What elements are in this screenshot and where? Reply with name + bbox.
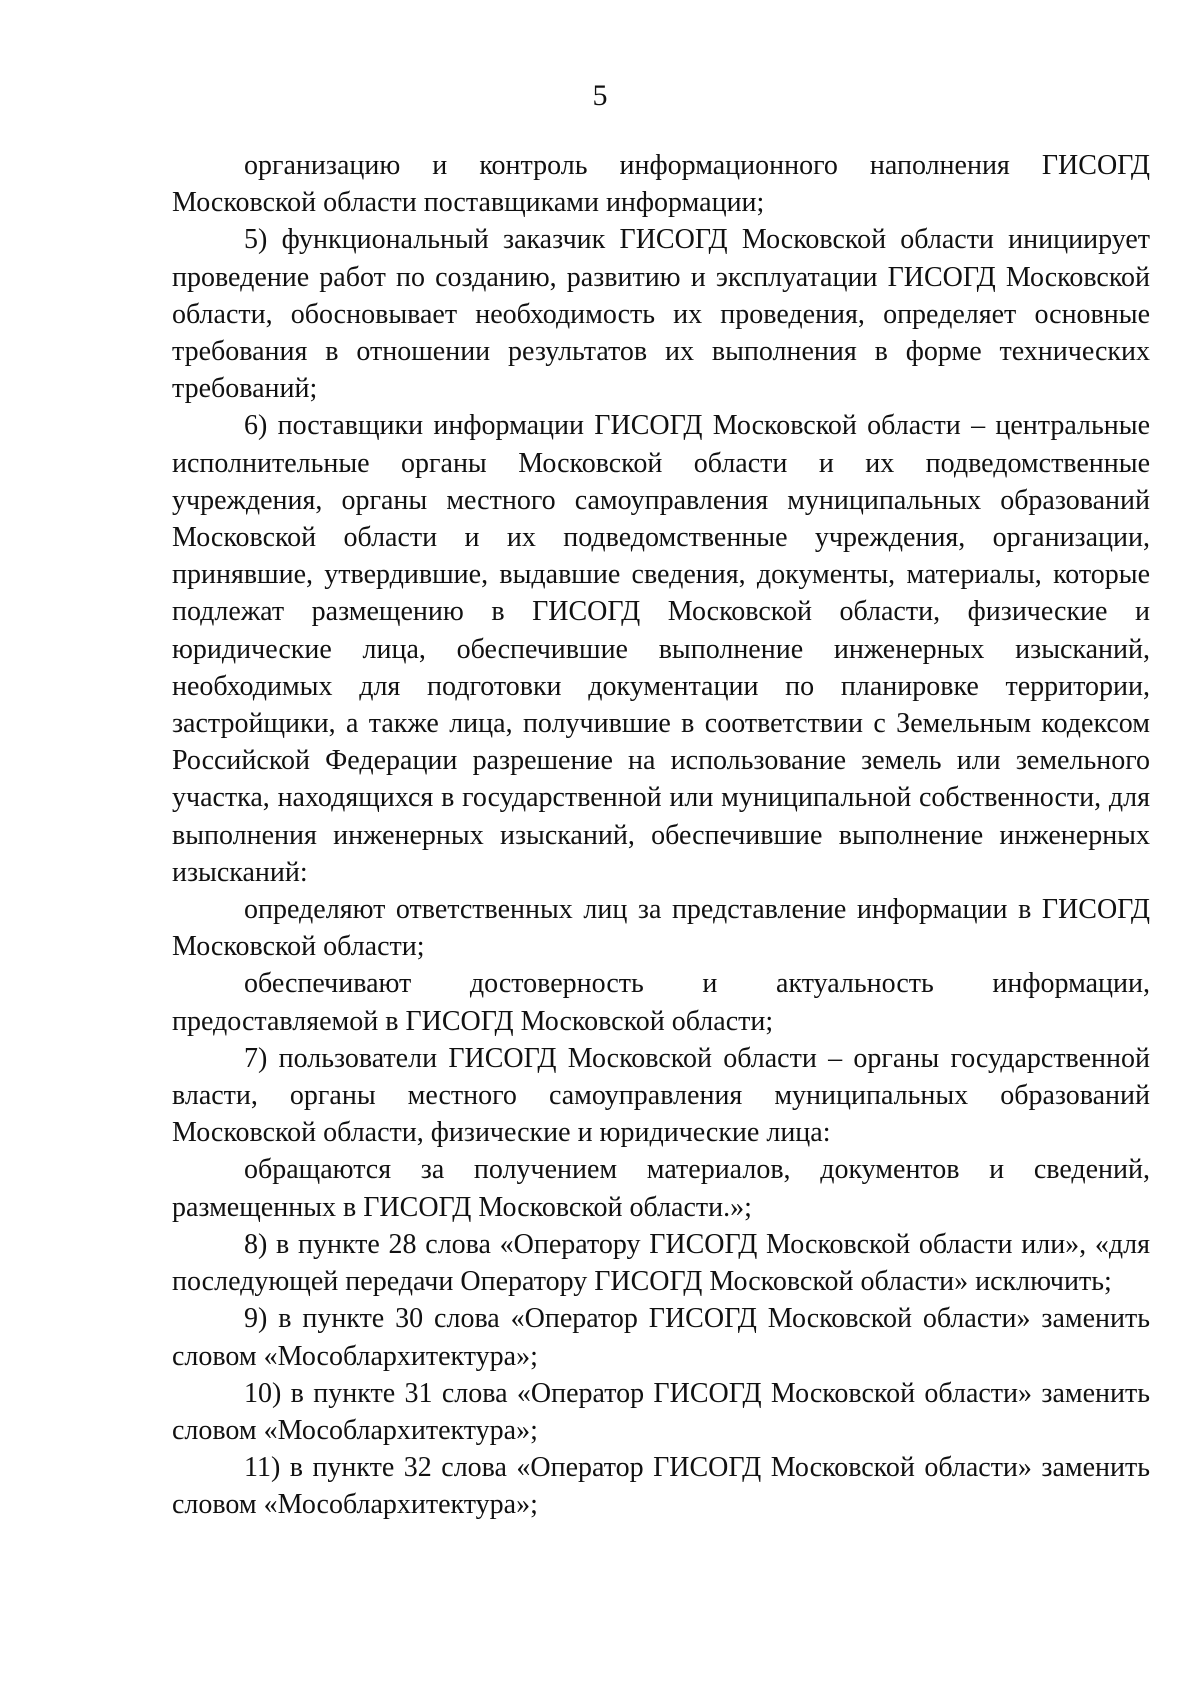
paragraph-item-8: 8) в пункте 28 слова «Оператору ГИСОГД Московской области или», «для последующей передачи Оператору ГИСОГД Московской области» исключить; [172,1228,1150,1298]
paragraph-continuation: организацию и контроль информационного наполнения ГИСОГД Московской области поставщиками информации; [172,150,1150,219]
paragraph-item-5: 5) функциональный заказчик ГИСОГД Московской области инициирует проведение работ по созданию, развитию и эксплуатации ГИСОГД Московской области, обосновывает необходимость их проведения, определяет основные требования в отношении результатов их выполнения в форме технических требований; [172,224,1150,405]
paragraph-item-9: 9) в пункте 30 слова «Оператор ГИСОГД Московской области» заменить словом «Мособлархитектура»; [172,1303,1150,1372]
page-number: 5 [592,79,608,112]
paragraph-item-6-duty-2: обеспечивают достоверность и актуальность информации, предоставляемой в ГИСОГД Московской области; [172,968,1150,1037]
paragraph-item-7: 7) пользователи ГИСОГД Московской области – органы государственной власти, органы местного самоуправления муниципальных образований Московской области, физические и юридические лица: [172,1042,1150,1149]
paragraph-item-10: 10) в пункте 31 слова «Оператор ГИСОГД Московской области» заменить словом «Мособлархитектура»; [172,1377,1150,1446]
paragraph-item-6: 6) поставщики информации ГИСОГД Московской области – центральные исполнительные органы Московской области и их подведомственные учреждения, органы местного самоуправления муниципальных образований Московской области и их подведомственные учреждения, организации, принявшие, утвердившие, выдавшие сведения, документы, материалы, которые подлежат размещению в ГИСОГД Московской области, физические и юридические лица, обеспечившие выполнение инженерных изысканий, необходимых для подготовки документации по планировке территории, застройщики, а также лица, получившие в соответствии с Земельным кодексом Российской Федерации разрешение на использование земель или земельного участка, находящихся в государственной или муниципальной собственности, для выполнения инженерных изысканий, обеспечившие выполнение инженерных изысканий: [172,410,1150,888]
paragraph-item-7-duty: обращаются за получением материалов, документов и сведений, размещенных в ГИСОГД Московской области.»; [172,1154,1150,1223]
paragraph-item-6-duty-1: определяют ответственных лиц за представление информации в ГИСОГД Московской области; [172,894,1150,963]
paragraph-item-11: 11) в пункте 32 слова «Оператор ГИСОГД Московской области» заменить словом «Мособлархитектура»; [172,1452,1150,1521]
document-body [172,147,1150,1524]
